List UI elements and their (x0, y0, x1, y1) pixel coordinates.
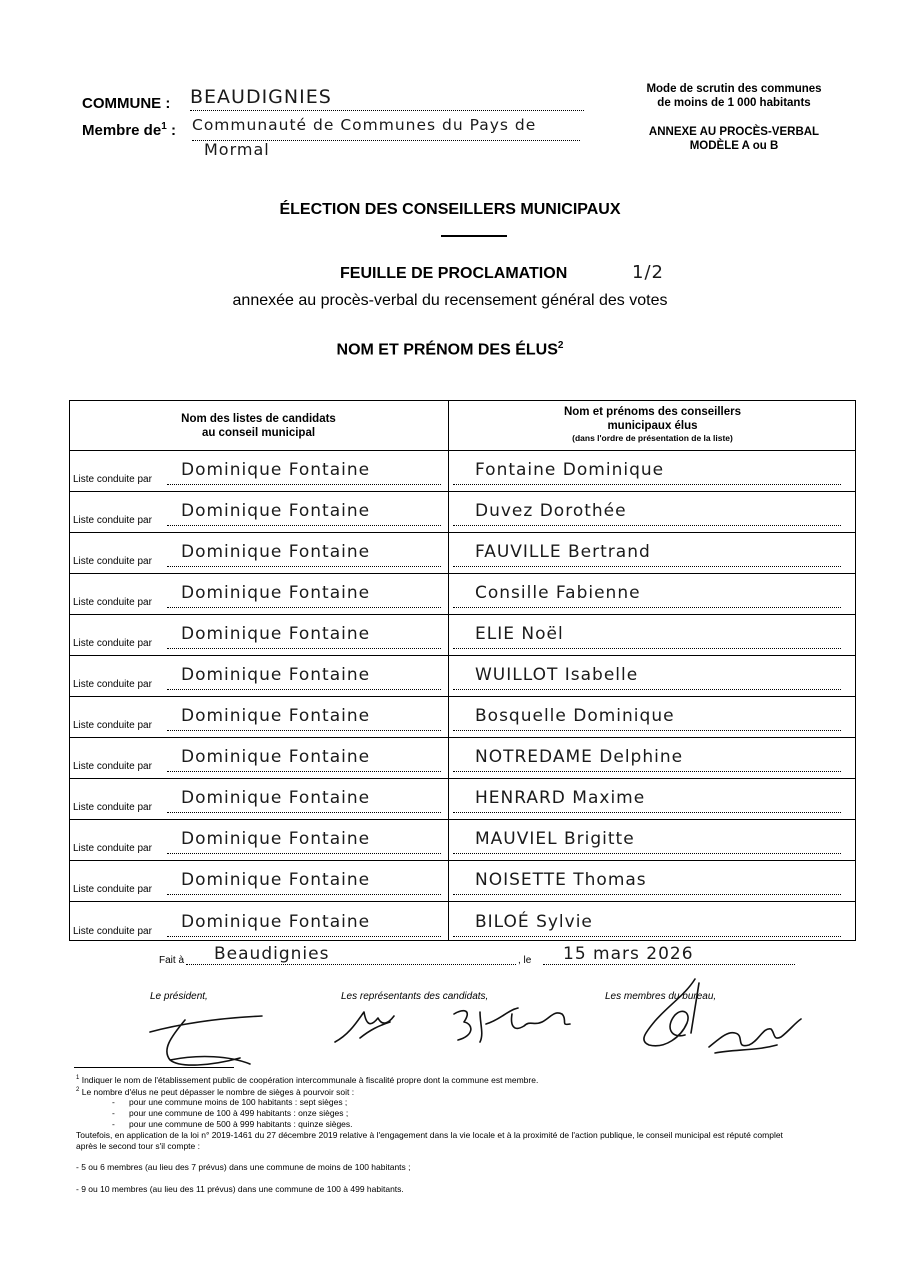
elected-name: HENRARD Maxime (453, 783, 841, 813)
footnote-toutefois: Toutefois, en application de la loi n° 2019-1461 du 27 décembre 2019 relative à l'engagement dans la vie locale et à la proximité de l'action publique, le conseil municipal est réputé complet après le second tour s'il compte : (76, 1130, 783, 1151)
row-label: Liste conduite par (73, 720, 152, 731)
date-label: , le (518, 955, 532, 966)
commune-value: BEAUDIGNIES (190, 86, 584, 111)
elected-name: Duvez Dorothée (453, 496, 841, 526)
election-title: ÉLECTION DES CONSEILLERS MUNICIPAUX (279, 201, 621, 218)
fait-value: Beaudignies (186, 944, 516, 965)
list-head-name: Dominique Fontaine (167, 537, 441, 567)
footnote-1: $^1$ Indiquer le nom de l'établissement public de coopération intercommunale à fiscalité propre dont la commune est membre. (76, 1074, 539, 1085)
list-head-name: Dominique Fontaine (167, 578, 441, 608)
page-annotation: 1/2 (632, 262, 664, 283)
president-signature (140, 1010, 270, 1072)
title-divider (441, 235, 507, 237)
table-row (69, 820, 856, 861)
row-label: Liste conduite par (73, 515, 152, 526)
bureau-signature-1 (625, 975, 715, 1055)
table-row (69, 451, 856, 492)
elected-name: Bosquelle Dominique (453, 701, 841, 731)
membre-value-line2: Mormal (204, 140, 270, 159)
list-head-name: Dominique Fontaine (167, 496, 441, 526)
list-head-name: Dominique Fontaine (167, 701, 441, 731)
footnote-condition-2: - 9 ou 10 membres (au lieu des 11 prévus) dans une commune de 100 à 499 habitants. (76, 1184, 404, 1194)
representant-signature-2 (450, 1000, 580, 1048)
col-elus-header: Nom et prénoms des conseillers municipaux élus (dans l'ordre de présentation de la liste) (563, 406, 742, 443)
row-label: Liste conduite par (73, 843, 152, 854)
elected-name: NOTREDAME Delphine (453, 742, 841, 772)
footnote-2: $^2$ Le nombre d'élus ne peut dépasser le nombre de sièges à pourvoir soit : (76, 1086, 355, 1097)
elected-name: Fontaine Dominique (453, 455, 841, 485)
row-label: Liste conduite par (73, 556, 152, 567)
table-row (69, 861, 856, 902)
list-head-name: Dominique Fontaine (167, 824, 441, 854)
list-head-name: Dominique Fontaine (167, 742, 441, 772)
subtitle: annexée au procès-verbal du recensement général des votes (232, 292, 668, 309)
list-head-name: Dominique Fontaine (167, 907, 441, 937)
commune-label: COMMUNE : (82, 95, 171, 112)
row-label: Liste conduite par (73, 884, 152, 895)
mode-scrutin: Mode de scrutin des communes de moins de 1 000 habitants (646, 83, 822, 109)
elus-title: NOM ET PRÉNOM DES ÉLUS$^2$ (336, 340, 564, 359)
footnote-bullet-1: - pour une commune moins de 100 habitants : sept sièges ; (112, 1097, 348, 1107)
list-head-name: Dominique Fontaine (167, 455, 441, 485)
president-label: Le président, (150, 991, 208, 1002)
row-label: Liste conduite par (73, 802, 152, 813)
row-label: Liste conduite par (73, 761, 152, 772)
row-label: Liste conduite par (73, 597, 152, 608)
footnote-bullet-3: - pour une commune de 500 à 999 habitants : quinze sièges. (112, 1119, 353, 1129)
membre-label: Membre $de^1$ : (82, 121, 176, 139)
elected-name: MAUVIEL Brigitte (453, 824, 841, 854)
feuille-title: FEUILLE DE PROCLAMATION (340, 265, 568, 282)
representant-signature-1 (330, 1000, 420, 1050)
row-label: Liste conduite par (73, 474, 152, 485)
list-head-name: Dominique Fontaine (167, 783, 441, 813)
footnote-bullet-2: - pour une commune de 100 à 499 habitants : onze sièges ; (112, 1108, 349, 1118)
membres-label: Les membres du bureau, (605, 991, 717, 1002)
membre-value-line1: Communauté de Communes du Pays de (192, 116, 580, 141)
elected-name: WUILLOT Isabelle (453, 660, 841, 690)
fait-label: Fait à (159, 955, 185, 966)
row-label: Liste conduite par (73, 926, 152, 937)
table-row (69, 615, 856, 656)
list-head-name: Dominique Fontaine (167, 619, 441, 649)
date-value: 15 mars 2026 (543, 944, 795, 965)
row-label: Liste conduite par (73, 679, 152, 690)
list-head-name: Dominique Fontaine (167, 865, 441, 895)
elected-name: BILOÉ Sylvie (453, 907, 841, 937)
col-listes-header: Nom des listes de candidats au conseil municipal (181, 413, 336, 439)
table-row (69, 738, 856, 779)
table-row (69, 574, 856, 615)
elected-name: FAUVILLE Bertrand (453, 537, 841, 567)
table-row (69, 656, 856, 697)
footnote-rule (74, 1067, 234, 1068)
elected-name: NOISETTE Thomas (453, 865, 841, 895)
table-row (69, 779, 856, 820)
table-row (69, 902, 856, 943)
table-row (69, 697, 856, 738)
elected-name: ELIE Noël (453, 619, 841, 649)
table-row (69, 492, 856, 533)
table-row (69, 533, 856, 574)
row-label: Liste conduite par (73, 638, 152, 649)
footnote-condition-1: - 5 ou 6 membres (au lieu des 7 prévus) dans une commune de moins de 100 habitants ; (76, 1162, 411, 1172)
list-head-name: Dominique Fontaine (167, 660, 441, 690)
representants-label: Les représentants des candidats, (341, 991, 489, 1002)
elected-name: Consille Fabienne (453, 578, 841, 608)
bureau-signature-2 (705, 1005, 805, 1060)
annexe-modele: ANNEXE AU PROCÈS-VERBAL MODÈLE A ou B (648, 126, 820, 152)
